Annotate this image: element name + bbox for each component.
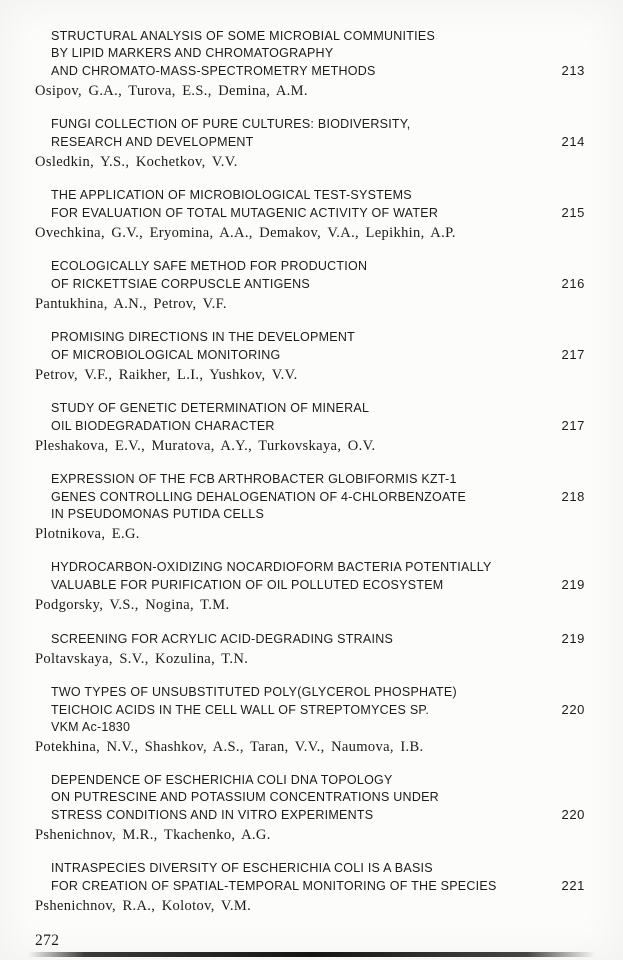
toc-entry — [35, 471, 585, 544]
toc-entry — [35, 187, 585, 243]
title-line — [51, 488, 585, 506]
title-line — [51, 806, 585, 824]
title-line — [51, 204, 585, 222]
title-line-text: HYDROCARBON-OXIDIZING NOCARDIOFORM BACTERIA POTENTIALLY — [51, 560, 492, 574]
title-line-text: STRESS CONDITIONS AND IN VITRO EXPERIMENTS — [51, 808, 374, 822]
title-line-text: FOR CREATION OF SPATIAL-TEMPORAL MONITORING OF THE SPECIES — [51, 879, 497, 893]
title-line-text: OIL BIODEGRADATION CHARACTER — [51, 419, 275, 433]
toc-entry — [35, 28, 585, 101]
title-line-text: STUDY OF GENETIC DETERMINATION OF MINERAL — [51, 401, 370, 415]
title-line — [51, 346, 585, 364]
entry-authors: Podgorsky, V.S., Nogina, T.M. — [35, 597, 230, 613]
title-line — [51, 684, 585, 701]
entry-title — [35, 684, 585, 736]
toc-entry — [35, 684, 585, 757]
entry-page-number: 218 — [561, 489, 585, 504]
entry-title — [35, 258, 585, 293]
title-line — [51, 772, 585, 789]
entry-title — [35, 772, 585, 824]
entry-title — [35, 559, 585, 594]
toc-entry — [35, 329, 585, 385]
entry-title — [35, 329, 585, 364]
entry-page-number: 221 — [561, 878, 585, 893]
entry-page-number: 219 — [561, 631, 585, 646]
title-line-text: BY LIPID MARKERS AND CHROMATOGRAPHY — [51, 46, 334, 60]
entry-page-number: 220 — [561, 807, 585, 822]
title-line — [51, 719, 585, 736]
entry-page-number: 216 — [561, 276, 585, 291]
title-line-text: ECOLOGICALLY SAFE METHOD FOR PRODUCTION — [51, 259, 368, 273]
title-line — [51, 576, 585, 594]
title-line-text: IN PSEUDOMONAS PUTIDA CELLS — [51, 507, 265, 521]
entry-page-number: 214 — [561, 134, 585, 149]
entry-authors: Pshenichnov, R.A., Kolotov, V.M. — [35, 898, 252, 914]
title-line-text: TWO TYPES OF UNSUBSTITUTED POLY(GLYCEROL PHOSPHATE) — [51, 685, 457, 699]
title-line — [51, 860, 585, 877]
toc-entries — [35, 28, 585, 916]
title-line-text: GENES CONTROLLING DEHALOGENATION OF 4-CHLORBENZOATE — [51, 490, 467, 504]
title-line — [51, 28, 585, 45]
title-line — [51, 877, 585, 895]
title-line-text: INTRASPECIES DIVERSITY OF ESCHERICHIA COLI IS A BASIS — [51, 861, 433, 875]
title-line-text: VALUABLE FOR PURIFICATION OF OIL POLLUTED ECOSYSTEM — [51, 578, 444, 592]
title-line — [51, 275, 585, 293]
title-line-text: VKM Ac-1830 — [51, 720, 131, 734]
entry-title — [35, 400, 585, 435]
title-line-text: AND CHROMATO-MASS-SPECTROMETRY METHODS — [51, 64, 376, 78]
entry-authors: Osipov, G.A., Turova, E.S., Demina, A.M. — [35, 83, 308, 99]
entry-authors: Ovechkina, G.V., Eryomina, A.A., Demakov, V.A., Lepikhin, A.P. — [35, 225, 456, 241]
entry-page-number: 220 — [561, 702, 585, 717]
title-line — [51, 701, 585, 719]
title-line — [51, 329, 585, 346]
title-line — [51, 45, 585, 62]
entry-authors: Poltavskaya, S.V., Kozulina, T.N. — [35, 651, 249, 667]
entry-title — [35, 630, 585, 648]
title-line-text: OF RICKETTSIAE CORPUSCLE ANTIGENS — [51, 277, 310, 291]
title-line — [51, 789, 585, 806]
title-line-text: OF MICROBIOLOGICAL MONITORING — [51, 348, 281, 362]
title-line — [51, 417, 585, 435]
toc-entry — [35, 116, 585, 172]
title-line-text: FOR EVALUATION OF TOTAL MUTAGENIC ACTIVITY OF WATER — [51, 206, 439, 220]
title-line-text: EXPRESSION OF THE FCB ARTHROBACTER GLOBIFORMIS KZT-1 — [51, 472, 457, 486]
title-line — [51, 62, 585, 80]
toc-entry — [35, 772, 585, 845]
title-line-text: TEICHOIC ACIDS IN THE CELL WALL OF STREPTOMYCES SP. — [51, 703, 430, 717]
entry-title — [35, 187, 585, 222]
title-line-text: FUNGI COLLECTION OF PURE CULTURES: BIODIVERSITY, — [51, 117, 411, 131]
toc-entry — [35, 860, 585, 916]
title-line-text: SCREENING FOR ACRYLIC ACID-DEGRADING STRAINS — [51, 632, 394, 646]
title-line — [51, 116, 585, 133]
entry-authors: Potekhina, N.V., Shashkov, A.S., Taran, V.V., Naumova, I.B. — [35, 739, 424, 755]
entry-page-number: 217 — [561, 347, 585, 362]
entry-authors: Pshenichnov, M.R., Tkachenko, A.G. — [35, 827, 271, 843]
title-line-text: ON PUTRESCINE AND POTASSIUM CONCENTRATIONS UNDER — [51, 790, 439, 804]
toc-entry — [35, 630, 585, 669]
entry-page-number: 217 — [561, 418, 585, 433]
toc-entry — [35, 400, 585, 456]
entry-authors: Petrov, V.F., Raikher, L.I., Yushkov, V.V. — [35, 367, 298, 383]
page-folio: 272 — [35, 932, 60, 949]
title-line — [51, 133, 585, 151]
title-line — [51, 506, 585, 523]
title-line — [51, 258, 585, 275]
entry-title — [35, 28, 585, 80]
entry-title — [35, 471, 585, 523]
entry-page-number: 219 — [561, 577, 585, 592]
entry-authors: Plotnikova, E.G. — [35, 526, 140, 542]
title-line — [51, 559, 585, 576]
title-line — [51, 471, 585, 488]
toc-entry — [35, 258, 585, 314]
entry-authors: Pleshakova, E.V., Muratova, A.Y., Turkovskaya, O.V. — [35, 438, 376, 454]
title-line — [51, 400, 585, 417]
scan-artifact-bottom-edge — [28, 952, 595, 957]
title-line-text: STRUCTURAL ANALYSIS OF SOME MICROBIAL COMMUNITIES — [51, 29, 436, 43]
title-line-text: THE APPLICATION OF MICROBIOLOGICAL TEST-SYSTEMS — [51, 188, 412, 202]
entry-page-number: 215 — [561, 205, 585, 220]
title-line-text: PROMISING DIRECTIONS IN THE DEVELOPMENT — [51, 330, 356, 344]
entry-title — [35, 116, 585, 151]
entry-title — [35, 860, 585, 895]
title-line-text: RESEARCH AND DEVELOPMENT — [51, 135, 254, 149]
toc-entry — [35, 559, 585, 615]
title-line — [51, 630, 585, 648]
entry-page-number: 213 — [561, 63, 585, 78]
entry-authors: Pantukhina, A.N., Petrov, V.F. — [35, 296, 227, 312]
entry-authors: Osledkin, Y.S., Kochetkov, V.V. — [35, 154, 238, 170]
title-line-text: DEPENDENCE OF ESCHERICHIA COLI DNA TOPOLOGY — [51, 773, 393, 787]
title-line — [51, 187, 585, 204]
